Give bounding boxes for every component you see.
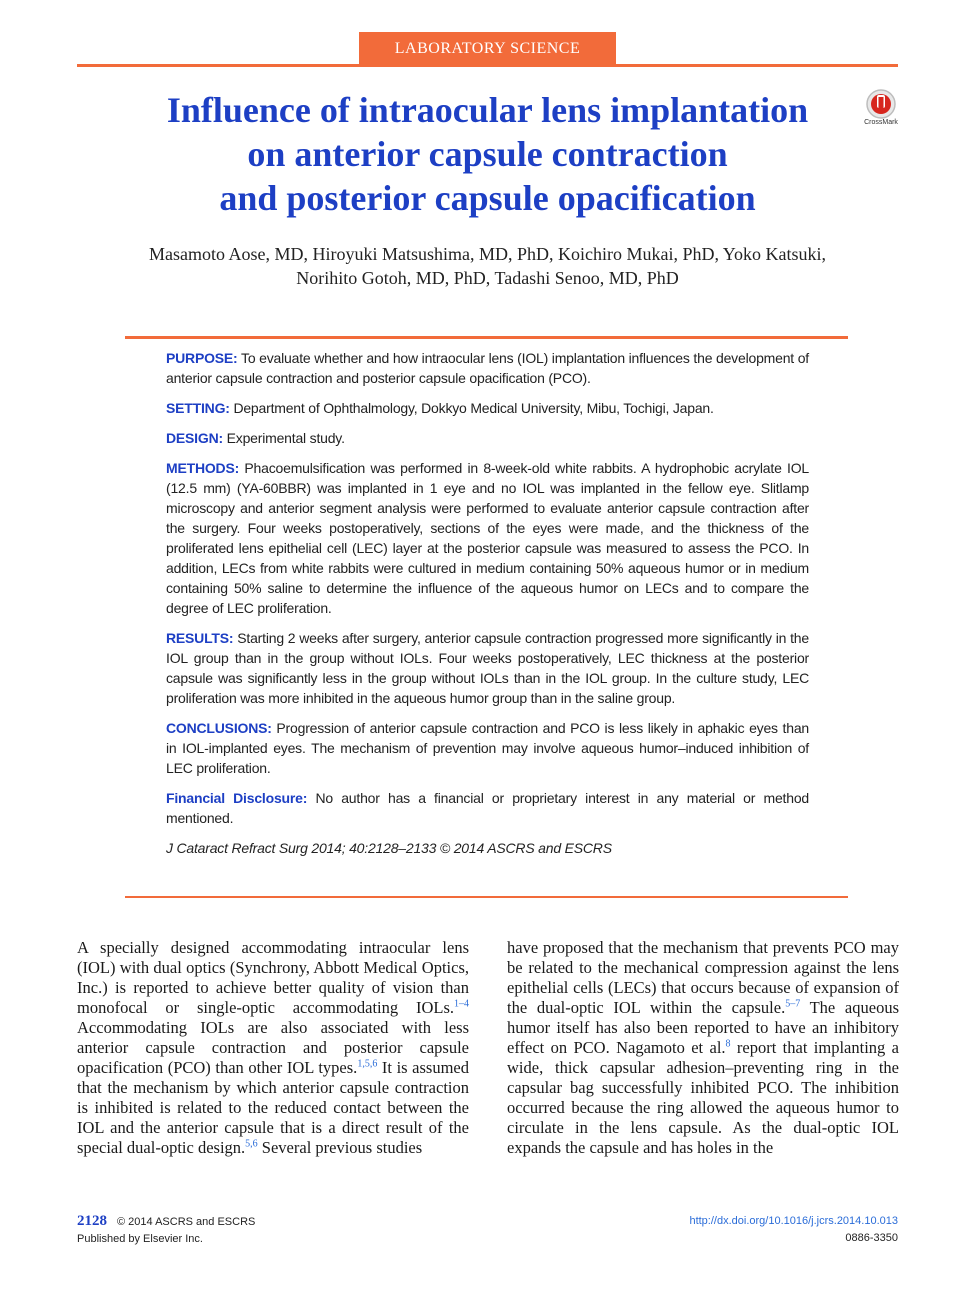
body-text: Several previous studies	[257, 1138, 423, 1157]
methods-label: METHODS:	[166, 460, 240, 476]
crossmark-label: CrossMark	[864, 119, 898, 126]
design-text: Experimental study.	[226, 430, 345, 446]
purpose-text: To evaluate whether and how intraocular lens (IOL) implantation influences the development of anterior capsule contraction and posterior capsule opacification (PCO).	[166, 350, 809, 386]
abstract-design	[166, 428, 809, 448]
reference-link[interactable]: 1,5,6	[357, 1058, 378, 1070]
copyright: © 2014 ASCRS and ESCRS	[117, 1216, 256, 1228]
reference-link[interactable]: 1–4	[454, 998, 469, 1010]
article-title	[100, 88, 875, 220]
abstract-conclusions	[166, 718, 809, 778]
page-number: 2128	[77, 1213, 107, 1229]
design-label: DESIGN:	[166, 430, 223, 446]
body-text: The aqueous humor itself has also been reported to have an inhibitory effect on PCO. Nagamoto et al.	[507, 998, 899, 1057]
title-line-2: on anterior capsule contraction	[247, 134, 728, 174]
body-column-right	[507, 938, 899, 1158]
conclusions-text: Progression of anterior capsule contraction and PCO is less likely in aphakic eyes than in IOL-implanted eyes. The mechanism of prevention may involve aqueous humor–induced inhibition of LEC proliferation.	[166, 720, 809, 776]
body-column-left	[77, 938, 469, 1158]
body-paragraph	[507, 938, 899, 1158]
conclusions-label: CONCLUSIONS:	[166, 720, 272, 736]
issn: 0886-3350	[845, 1232, 898, 1244]
header-rule	[77, 64, 898, 67]
footer-left	[77, 1213, 255, 1248]
methods-text: Phacoemulsification was performed in 8-week-old white rabbits. A hydrophobic acrylate IOL (12.5 mm) (YA-60BBR) was implanted in 1 eye and no IOL was implanted in the fellow eye. Slitlamp microscopy and anterior segment analysis were performed to evaluate anterior capsule contraction after the surgery. Four weeks postoperatively, sections of the eyes were made, and the thickness of the proliferated lens epithelial cell (LEC) layer at the posterior capsule was measured to assess the PCO. In addition, LECs from white rabbits were cultured in medium containing 50% aqueous humor or in medium containing 50% saline to determine the influence of the aqueous humor on LECs and to compare the degree of LEC proliferation.	[166, 460, 809, 616]
author-line-1: Masamoto Aose, MD, Hiroyuki Matsushima, MD, PhD, Koichiro Mukai, PhD, Yoko Katsuki,	[148, 244, 826, 264]
body-text: A specially designed accommodating intraocular lens (IOL) with dual optics (Synchrony, Abbott Medical Optics, Inc.) is reported to achieve better quality of vision than monofocal or single-optic accommodating IOLs.	[77, 938, 469, 1017]
abstract-bottom-rule	[125, 896, 848, 898]
footer-right	[689, 1213, 898, 1247]
body-text: It is assumed that the mechanism by which anterior capsule contraction is inhibited is related to the reduced contact between the IOL and the anterior capsule that is a direct result of the special dual-optic design.	[77, 1058, 469, 1157]
setting-text: Department of Ophthalmology, Dokkyo Medical University, Mibu, Tochigi, Japan.	[233, 400, 714, 416]
body-paragraph	[77, 938, 469, 1158]
abstract-disclosure	[166, 788, 809, 828]
author-line-2: Norihito Gotoh, MD, PhD, Tadashi Senoo, MD, PhD	[296, 268, 679, 288]
setting-label: SETTING:	[166, 400, 230, 416]
abstract-purpose	[166, 348, 809, 388]
results-text: Starting 2 weeks after surgery, anterior capsule contraction progressed more significantly in the IOL group than in the group without IOLs. Four weeks postoperatively, LEC thickness at the posterior capsule was significantly less in the group without IOLs than in the IOL group. In the culture study, LEC proliferation was more inhibited in the aqueous humor group than in the saline group.	[166, 630, 809, 706]
body-text: have proposed that the mechanism that prevents PCO may be related to the mechanical compression against the lens epithelial cells (LECs) that occurs because of expansion of the dual-optic IOL within the capsule.	[507, 938, 899, 1017]
footer-line-1	[77, 1213, 255, 1231]
journal-citation: J Cataract Refract Surg 2014; 40:2128–2133 © 2014 ASCRS and ESCRS	[166, 840, 612, 856]
body-text: Accommodating IOLs are also associated with less anterior capsule contraction and posterior capsule opacification (PCO) than other IOL types.	[77, 1018, 469, 1077]
doi-link[interactable]: http://dx.doi.org/10.1016/j.jcrs.2014.10.013	[689, 1215, 898, 1227]
title-line-3: and posterior capsule opacification	[219, 178, 756, 218]
abstract-top-rule	[125, 336, 848, 339]
disclosure-label: Financial Disclosure:	[166, 790, 308, 806]
abstract	[166, 348, 809, 868]
abstract-methods	[166, 458, 809, 618]
section-tag: LABORATORY SCIENCE	[359, 32, 616, 65]
reference-link[interactable]: 5,6	[245, 1138, 258, 1150]
disclosure-text: No author has a financial or proprietary interest in any material or method mentioned.	[166, 790, 809, 826]
abstract-setting	[166, 398, 809, 418]
body-text: report that implanting a wide, thick capsular adhesion–preventing ring in the capsular bag successfully inhibited PCO. The inhibition occurred because the ring allowed the aqueous humor to circulate in the lens capsule. As the dual-optic IOL expands the capsule and has holes in the	[507, 1038, 899, 1157]
reference-link[interactable]: 5–7	[785, 998, 801, 1010]
reference-link[interactable]: 8	[725, 1038, 731, 1050]
author-list	[90, 242, 885, 290]
title-line-1: Influence of intraocular lens implantation	[166, 90, 809, 130]
abstract-results	[166, 628, 809, 708]
purpose-label: PURPOSE:	[166, 350, 238, 366]
results-label: RESULTS:	[166, 630, 234, 646]
publisher: Published by Elsevier Inc.	[77, 1233, 203, 1245]
